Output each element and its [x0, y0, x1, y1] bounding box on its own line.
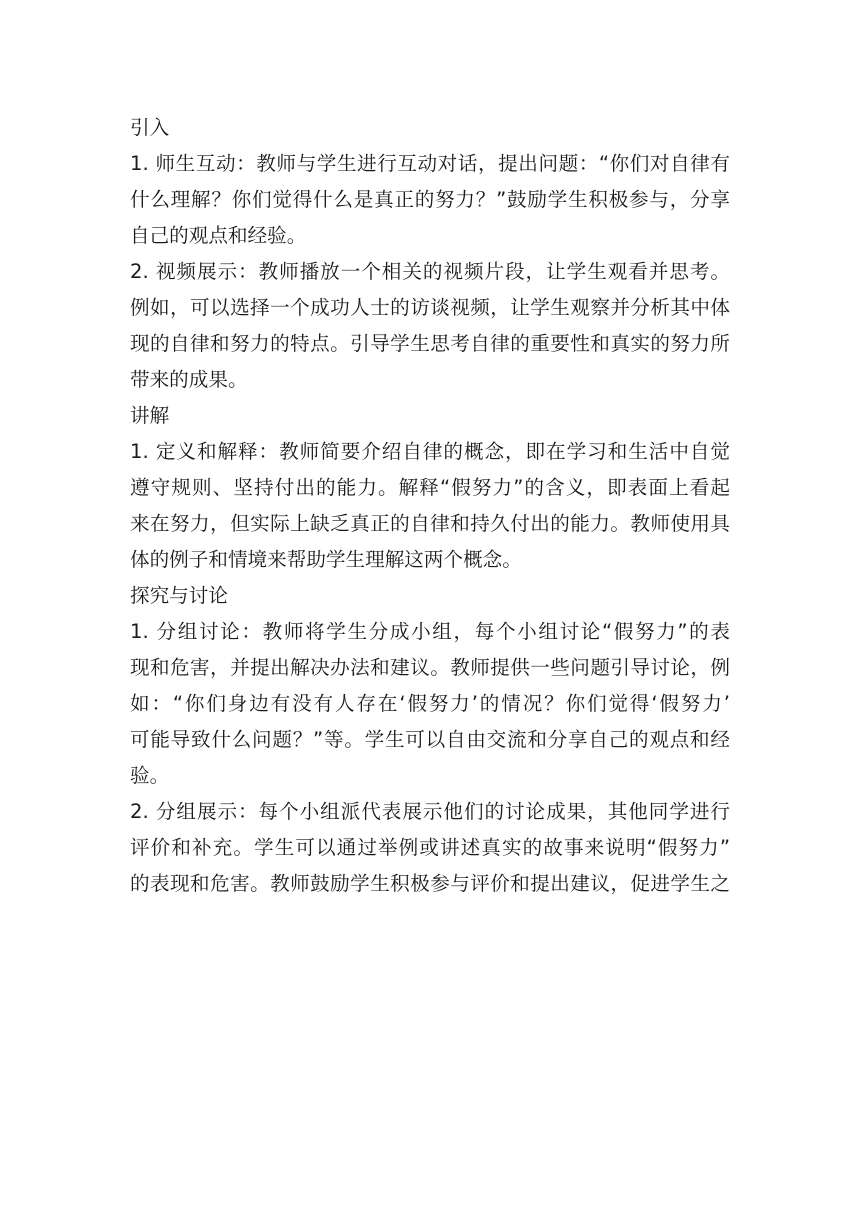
text-line: 体的例子和情境来帮助学生理解这两个概念。 [130, 548, 522, 571]
paragraph-definition [130, 434, 730, 578]
text-line: 可能导致什么问题？”等。学生可以自由交流和分享自己的观点和经 [130, 728, 730, 751]
text-line: 的表现和危害。教师鼓励学生积极参与评价和提出建议，促进学生之 [130, 872, 730, 895]
text-line: 2. 视频展示：教师播放一个相关的视频片段，让学生观看并思考。 [130, 260, 730, 283]
text-line: 现的自律和努力的特点。引导学生思考自律的重要性和真实的努力所 [130, 332, 730, 355]
text-line: 自己的观点和经验。 [130, 224, 307, 247]
text-line: 2. 分组展示：每个小组派代表展示他们的讨论成果，其他同学进行 [130, 800, 730, 823]
text-line: 例如，可以选择一个成功人士的访谈视频，让学生观察并分析其中体 [130, 296, 730, 319]
text-line: 验。 [130, 764, 170, 787]
text-line: 带来的成果。 [130, 368, 248, 391]
text-line: 评价和补充。学生可以通过举例或讲述真实的故事来说明“假努力” [130, 836, 730, 859]
paragraph-group-discussion [130, 614, 730, 794]
text-line: 什么理解？你们觉得什么是真正的努力？”鼓励学生积极参与，分享 [130, 188, 730, 211]
paragraph-teacher-student-interaction [130, 146, 730, 254]
section-heading-inquiry-discussion: 探究与讨论 [130, 584, 228, 607]
paragraph-video-display [130, 254, 730, 398]
text-line: 1. 师生互动：教师与学生进行互动对话，提出问题：“你们对自律有 [130, 152, 730, 175]
text-line: 1. 定义和解释：教师简要介绍自律的概念，即在学习和生活中自觉 [130, 440, 730, 463]
text-line: 遵守规则、坚持付出的能力。解释“假努力”的含义，即表面上看起 [130, 476, 730, 499]
text-line: 来在努力，但实际上缺乏真正的自律和持久付出的能力。教师使用具 [130, 512, 730, 535]
section-heading-explanation: 讲解 [130, 404, 170, 427]
paragraph-group-presentation [130, 794, 730, 902]
text-line: 1. 分组讨论：教师将学生分成小组，每个小组讨论“假努力”的表 [130, 620, 730, 643]
document-page [130, 110, 730, 902]
section-heading-intro: 引入 [130, 116, 170, 139]
text-line: 现和危害，并提出解决办法和建议。教师提供一些问题引导讨论，例 [130, 656, 730, 679]
text-line: 如：“你们身边有没有人存在‘假努力’的情况？你们觉得‘假努力’ [130, 692, 730, 715]
